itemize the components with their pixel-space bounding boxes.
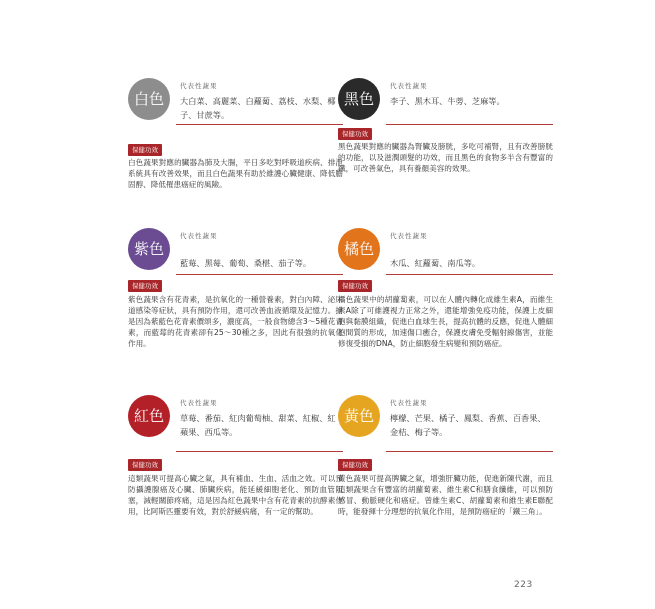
color-circle-orange: 橘色 — [338, 228, 380, 270]
benefit-badge: 保健功效 — [128, 459, 162, 471]
representative-label: 代表性蔬果 — [180, 399, 218, 407]
benefit-badge: 保健功效 — [338, 280, 372, 292]
foods-list: 木瓜、紅蘿蔔、南瓜等。 — [390, 258, 481, 268]
divider-line — [176, 451, 343, 452]
representative-label: 代表性蔬果 — [390, 82, 428, 90]
color-circle-white: 白色 — [128, 78, 170, 120]
representative-label: 代表性蔬果 — [180, 232, 218, 240]
benefit-description: 這類蔬果可提高心臟之氣，具有補血、生血、活血之效。可以預防攝護腺癌及心臟、肺臟疾病，能延緩細胞老化、預防血管阻塞，減輕關節疼痛，這是因為紅色蔬果中含有花青素的抗酵素作用，比阿斯匹靈要有效，對於舒緩病痛，有一定的幫助。 — [128, 474, 343, 516]
foods-list: 檸檬、芒果、橘子、鳳梨、香蕉、百香果、金桔、梅子等。 — [390, 413, 546, 437]
benefit-badge: 保健功效 — [338, 459, 372, 471]
divider-line — [386, 124, 553, 125]
color-circle-black: 黑色 — [338, 78, 380, 120]
benefit-description: 黃色蔬果可提高脾臟之氣，增強肝臟功能，促進新陳代謝，而且這類蔬果含有豐富的胡蘿蔔素、維生素C和膳食纖維，可以預防感冒、動脈硬化和癌症。曾維生素C、胡蘿蔔素和維生素E聯配時，能發揮十分理想的抗氧化作用，是預防癌症的「鐵三角」。 — [338, 474, 553, 516]
representative-label: 代表性蔬果 — [390, 399, 428, 407]
benefit-description: 白色蔬果對應的臟器為肺及大腸，平日多吃對呼吸道疾病、排泄系統具有改善效果，而且白色蔬果有助於維護心臟健康、降低膽固醇、降低罹患癌症的風險。 — [128, 158, 343, 189]
divider-line — [176, 124, 343, 125]
divider-line — [386, 274, 553, 275]
page-number: 223 — [514, 580, 533, 590]
divider-line — [386, 451, 553, 452]
representative-label: 代表性蔬果 — [180, 82, 218, 90]
color-circle-red: 紅色 — [128, 395, 170, 437]
benefit-description: 黑色蔬果對應的臟器為腎臟及膀胱，多吃可補腎，且有改善膀胱的功能，以及滋潤頭髮的功效，而且黑色的食物多半含有豐富的鐵，可改善氣色，具有養顏美容的效果。 — [338, 142, 553, 173]
color-circle-yellow: 黃色 — [338, 395, 380, 437]
benefit-badge: 保健功效 — [128, 144, 162, 156]
benefit-badge: 保健功效 — [128, 280, 162, 292]
representative-label: 代表性蔬果 — [390, 232, 428, 240]
foods-list: 藍莓、黑莓、葡萄、桑椹、茄子等。 — [180, 258, 312, 268]
foods-list: 李子、黑木耳、牛蒡、芝麻等。 — [390, 96, 505, 106]
benefit-badge: 保健功效 — [338, 128, 372, 140]
color-circle-purple: 紫色 — [128, 228, 170, 270]
divider-line — [176, 274, 343, 275]
foods-list: 大白菜、高麗菜、白蘿蔔、荔枝、水梨、椰子、甘蔗等。 — [180, 96, 336, 120]
foods-list: 草莓、番茄、紅肉葡萄柚、甜菜、紅椒、紅蘋果、西瓜等。 — [180, 413, 336, 437]
benefit-description: 紫色蔬果含有花青素，是抗氧化的一種營養素，對白內障、泌尿道感染等症狀，具有預防作用，還可改善血液循環及記憶力。搶是因為紫藍色花青素價頌多，濃度高，一般食物總含3～5種花青素，而藍莓的花青素卻有25～30種之多，因此有很強的抗氧化作用。 — [128, 295, 343, 348]
benefit-description: 橘色蔬果中的胡蘿蔔素，可以在人體內轉化成維生素A，而維生素A除了可維護視力正常之外，還能增強免疫功能，保護上皮細胞與黏膜組織，促進白血球生長，提高抗體的反應，促進人體細胞間質的形成，加速傷口癒合，保護皮膚免受輻射線傷害，並能修復受損的DNA，防止細胞發生病變和預防癌症。 — [338, 295, 553, 348]
